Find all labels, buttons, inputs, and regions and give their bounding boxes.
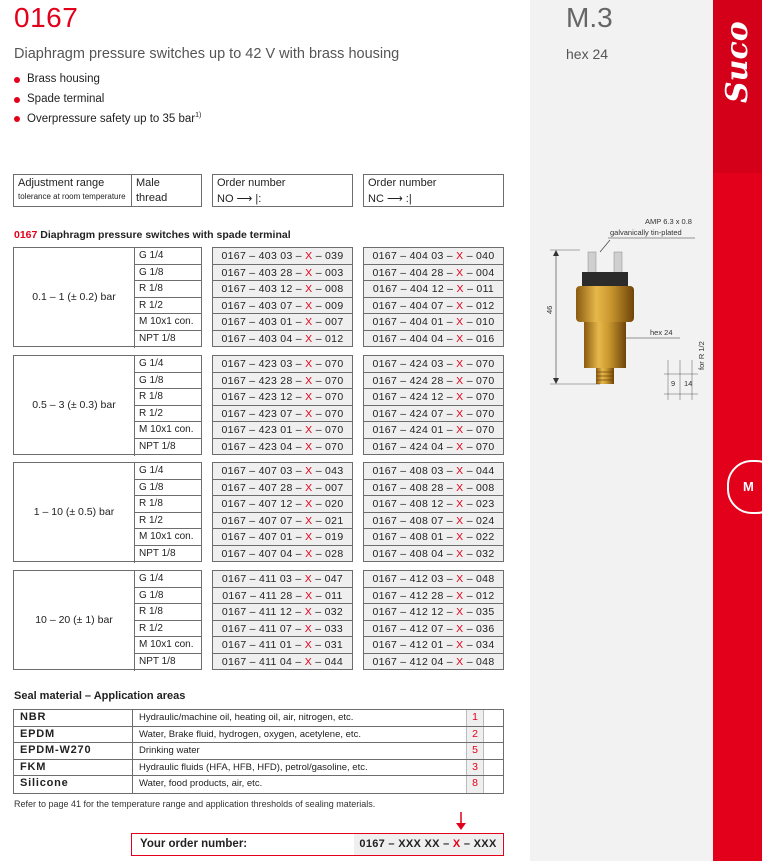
order-number-nc <box>363 587 504 604</box>
adjustment-range: 0.5 – 3 (± 0.3) bar <box>32 398 116 411</box>
order-part: – 019 <box>315 531 344 544</box>
order-x: X <box>456 622 464 635</box>
order-label: Your order number: <box>140 838 248 850</box>
order-number-nc <box>363 603 504 620</box>
order-part: 0167 – 407 04 – <box>221 548 302 560</box>
order-part: – 070 <box>315 441 344 453</box>
order-part: 0167 – 407 07 – <box>221 514 302 527</box>
order-part: 0167 – 403 07 – <box>221 299 302 312</box>
order-number-nc <box>363 247 504 264</box>
range-group <box>13 570 202 670</box>
order-number-nc <box>363 479 504 496</box>
order-part: 0167 – 424 07 – <box>372 407 453 420</box>
thread-cell: R 1/2 <box>134 298 202 315</box>
order-part: – 010 <box>466 316 495 329</box>
order-number-no <box>212 528 353 545</box>
order-part: – 070 <box>466 407 495 420</box>
order-part: – 070 <box>466 441 495 453</box>
order-part: – 070 <box>466 374 495 387</box>
order-part: – 011 <box>467 283 495 296</box>
order-part: – 070 <box>315 407 344 420</box>
order-part: 0167 – 423 03 – <box>221 358 302 370</box>
right-panel <box>530 0 713 861</box>
feature-item <box>14 93 201 113</box>
order-x: X <box>456 250 464 262</box>
order-code-part: – XXX <box>463 838 497 850</box>
thread-cell: R 1/2 <box>134 406 202 423</box>
order-part: 0167 – 424 12 – <box>372 391 453 404</box>
order-number-nc <box>363 297 504 314</box>
order-part: 0167 – 403 01 – <box>221 316 302 329</box>
thread-cell: G 1/8 <box>134 265 202 282</box>
order-x: X <box>456 481 464 494</box>
order-x: X <box>456 606 464 619</box>
catalog-code: M.3 <box>566 2 613 33</box>
header-label: NO ⟶ |: <box>217 193 262 205</box>
header-label: thread <box>136 192 168 204</box>
seal-code: 3 <box>466 760 484 776</box>
order-part: – 044 <box>315 656 344 668</box>
dimension-b: 14 <box>684 379 693 388</box>
your-order-number <box>131 833 504 856</box>
order-part: – 044 <box>466 465 495 477</box>
order-part: – 070 <box>315 391 344 404</box>
seal-code: 5 <box>466 743 484 759</box>
order-part: – 004 <box>466 266 495 279</box>
order-x: X <box>305 391 313 404</box>
thread-cell: R 1/2 <box>134 621 202 638</box>
order-part: 0167 – 423 28 – <box>221 374 302 387</box>
thread-cell: M 10x1 con. <box>134 422 202 439</box>
order-x: X <box>456 465 464 477</box>
seal-title: Seal material – Application areas <box>14 690 186 702</box>
order-part: – 033 <box>315 622 344 635</box>
order-number-no <box>212 603 353 620</box>
order-x: X <box>305 266 313 279</box>
order-number-no <box>212 372 353 389</box>
seal-name: EPDM-W270 <box>20 744 92 757</box>
order-x: X <box>305 316 313 329</box>
order-part: – 070 <box>315 424 344 437</box>
order-part: – 009 <box>315 299 344 312</box>
order-x: X <box>305 333 313 345</box>
order-number-no <box>212 388 353 405</box>
order-number-no <box>212 570 353 587</box>
thread-cell: M 10x1 con. <box>134 529 202 546</box>
order-x: X <box>456 573 464 585</box>
order-number-no <box>212 545 353 562</box>
order-part: 0167 – 404 07 – <box>372 299 453 312</box>
order-part: – 070 <box>466 358 495 370</box>
order-x: X <box>456 299 464 312</box>
order-number-no <box>212 355 353 372</box>
thread-cell: G 1/8 <box>134 373 202 390</box>
thread-cell: G 1/4 <box>134 356 202 373</box>
order-x: X <box>305 250 313 262</box>
header-label: NC ⟶ :| <box>368 193 412 205</box>
thread-cell: NPT 1/8 <box>134 331 202 348</box>
order-x: X <box>305 441 313 453</box>
order-part: – 012 <box>466 299 495 312</box>
order-part: – 016 <box>466 333 495 345</box>
seal-row <box>14 760 503 777</box>
order-part: – 011 <box>315 589 343 602</box>
order-part: – 020 <box>315 498 344 511</box>
amp-label: AMP 6.3 x 0.8 <box>645 217 692 226</box>
thread-cell: G 1/4 <box>134 248 202 265</box>
order-part: 0167 – 407 03 – <box>221 465 302 477</box>
order-part: 0167 – 423 12 – <box>221 391 302 404</box>
seal-name: NBR <box>20 711 47 723</box>
seal-code: 8 <box>466 776 484 793</box>
order-number-no <box>212 264 353 281</box>
header-adjustment-range <box>13 174 132 207</box>
order-number-nc <box>363 313 504 330</box>
thread-cell: G 1/8 <box>134 588 202 605</box>
thread-cell: R 1/8 <box>134 604 202 621</box>
order-x: X <box>456 391 464 404</box>
thread-cell: G 1/4 <box>134 463 202 480</box>
order-part: 0167 – 411 04 – <box>221 656 302 668</box>
order-x: X <box>305 481 313 494</box>
order-part: – 008 <box>315 283 344 296</box>
header-label: Adjustment range <box>18 177 105 189</box>
order-part: – 003 <box>315 266 344 279</box>
order-part: 0167 – 423 04 – <box>221 441 302 453</box>
order-x: X <box>304 573 313 585</box>
order-part: 0167 – 408 07 – <box>372 514 453 527</box>
seal-name: EPDM <box>20 727 55 740</box>
seal-desc: Hydraulic/machine oil, heating oil, air, nitrogen, etc. <box>132 710 458 726</box>
order-number-nc <box>363 264 504 281</box>
order-x: X <box>304 606 313 619</box>
adjustment-range: 1 – 10 (± 0.5) bar <box>33 505 115 518</box>
order-part: 0167 – 408 01 – <box>372 531 453 544</box>
order-part: 0167 – 408 04 – <box>372 548 453 560</box>
order-x: X <box>456 266 464 279</box>
section-text: Diaphragm pressure switches with spade terminal <box>40 229 291 241</box>
seal-name: Silicone <box>20 777 69 790</box>
seal-name: FKM <box>20 760 47 773</box>
header-order-nc <box>363 174 504 207</box>
plating-label: galvanically tin-plated <box>610 228 682 237</box>
order-part: 0167 – 408 03 – <box>372 465 453 477</box>
order-number-nc <box>363 462 504 479</box>
order-number-no <box>212 653 353 670</box>
pressure-switch-image <box>576 252 634 384</box>
adjustment-range: 0.1 – 1 (± 0.2) bar <box>32 290 116 303</box>
seal-row <box>14 743 503 760</box>
dimension-a: 9 <box>671 379 676 388</box>
order-part: – 007 <box>315 316 344 329</box>
seal-desc: Water, Brake fluid, hydrogen, oxygen, acetylene, etc. <box>132 727 458 743</box>
thread-cell: R 1/8 <box>134 281 202 298</box>
feature-list <box>14 73 201 132</box>
order-part: 0167 – 407 12 – <box>221 498 302 511</box>
order-part: 0167 – 411 03 – <box>221 573 302 585</box>
header-label: Order number <box>217 177 286 189</box>
order-x: X <box>456 498 464 511</box>
seal-note: Refer to page 41 for the temperature range and application thresholds of sealing materials. <box>14 799 376 809</box>
section-prefix: 0167 <box>14 229 38 241</box>
order-part: 0167 – 424 01 – <box>372 424 453 437</box>
order-part: 0167 – 404 04 – <box>372 333 453 345</box>
product-diagram <box>540 210 715 410</box>
order-number-no <box>212 620 353 637</box>
order-number-nc <box>363 495 504 512</box>
order-number-nc <box>363 653 504 670</box>
order-number-nc <box>363 438 504 455</box>
order-code <box>354 834 502 855</box>
section-tab-m[interactable]: M <box>727 460 762 514</box>
order-part: – 035 <box>466 606 495 619</box>
order-x: X <box>304 622 313 635</box>
order-number-nc <box>363 528 504 545</box>
order-part: – 032 <box>466 548 495 560</box>
order-x: X <box>305 531 313 544</box>
order-part: 0167 – 407 28 – <box>221 481 302 494</box>
order-part: 0167 – 404 12 – <box>372 283 454 296</box>
order-part: – 012 <box>315 333 344 345</box>
order-x: X <box>456 358 464 370</box>
order-part: 0167 – 411 28 – <box>222 589 302 602</box>
hex-size: hex 24 <box>566 46 609 62</box>
order-part: 0167 – 403 28 – <box>221 266 302 279</box>
order-x: X <box>304 656 313 668</box>
order-x: X <box>305 498 313 511</box>
order-number-nc <box>363 372 504 389</box>
order-x: X <box>456 589 464 602</box>
order-number-nc <box>363 355 504 372</box>
thread-cell: M 10x1 con. <box>134 314 202 331</box>
thread-cell: G 1/4 <box>134 571 202 588</box>
order-part: 0167 – 424 04 – <box>372 441 453 453</box>
seal-desc: Drinking water <box>132 743 458 759</box>
order-number-no <box>212 438 353 455</box>
product-subtitle: Diaphragm pressure switches up to 42 V with brass housing <box>14 46 400 62</box>
seal-row <box>14 776 503 793</box>
order-number-nc <box>363 636 504 653</box>
order-number-nc <box>363 405 504 422</box>
product-number: 0167 <box>14 2 79 33</box>
order-part: – 040 <box>466 250 495 262</box>
height-dimension: 46 <box>545 305 554 314</box>
order-part: 0167 – 407 01 – <box>221 531 302 544</box>
order-number-nc <box>363 280 504 297</box>
thread-cell: NPT 1/8 <box>134 439 202 456</box>
order-x: X <box>456 531 464 544</box>
section-title <box>14 229 291 241</box>
order-number-nc <box>363 545 504 562</box>
order-x: X <box>456 548 464 560</box>
order-part: 0167 – 403 12 – <box>221 283 302 296</box>
order-number-no <box>212 421 353 438</box>
order-part: 0167 – 412 04 – <box>372 656 453 668</box>
order-part: 0167 – 404 01 – <box>372 316 453 329</box>
thread-cell: NPT 1/8 <box>134 654 202 671</box>
order-part: 0167 – 408 28 – <box>372 481 453 494</box>
order-x: X <box>456 656 464 668</box>
order-x: X <box>305 465 313 477</box>
header-male-thread <box>131 174 202 207</box>
order-part: – 043 <box>315 465 344 477</box>
order-number-no <box>212 313 353 330</box>
order-x: X <box>456 316 464 329</box>
order-part: – 047 <box>315 573 344 585</box>
thread-cell: NPT 1/8 <box>134 546 202 563</box>
header-label: Order number <box>368 177 437 189</box>
order-x: X <box>456 639 464 652</box>
feature-text: Overpressure safety up to 35 bar <box>27 112 196 125</box>
header-note: tolerance at room temperature <box>18 192 126 201</box>
order-part: 0167 – 403 03 – <box>221 250 302 262</box>
thread-cell: R 1/8 <box>134 496 202 513</box>
order-number-nc <box>363 620 504 637</box>
order-part: – 007 <box>315 481 344 494</box>
order-part: 0167 – 412 28 – <box>372 589 453 602</box>
order-x: X <box>456 424 464 437</box>
adjustment-range: 10 – 20 (± 1) bar <box>35 613 113 626</box>
order-part: – 070 <box>315 374 344 387</box>
order-code-x: X <box>452 838 461 850</box>
seal-code: 1 <box>466 710 484 726</box>
order-part: 0167 – 404 03 – <box>372 250 453 262</box>
order-part: – 048 <box>466 656 495 668</box>
order-part: 0167 – 404 28 – <box>372 266 453 279</box>
order-number-no <box>212 495 353 512</box>
order-part: – 012 <box>466 589 495 602</box>
order-part: – 024 <box>466 514 495 527</box>
order-part: 0167 – 424 28 – <box>372 374 453 387</box>
order-x: X <box>456 333 464 345</box>
hex-label: hex 24 <box>650 328 673 337</box>
order-number-no <box>212 462 353 479</box>
header-order-no <box>212 174 353 207</box>
order-part: – 022 <box>466 531 495 544</box>
order-number-no <box>212 587 353 604</box>
range-group <box>13 355 202 455</box>
thread-label: for R 1/2 <box>697 341 706 370</box>
seal-desc: Hydraulic fluids (HFA, HFB, HFD), petrol/gasoline, etc. <box>132 760 458 776</box>
order-part: – 021 <box>315 514 344 527</box>
range-group <box>13 462 202 562</box>
order-part: – 028 <box>315 548 344 560</box>
seal-row <box>14 727 503 744</box>
order-part: 0167 – 411 07 – <box>221 622 302 635</box>
seal-row <box>14 710 503 727</box>
order-x: X <box>456 441 464 453</box>
range-group <box>13 247 202 347</box>
order-part: – 032 <box>315 606 344 619</box>
order-part: 0167 – 412 01 – <box>372 639 453 652</box>
order-number-nc <box>363 512 504 529</box>
order-number-nc <box>363 388 504 405</box>
order-part: – 070 <box>466 391 495 404</box>
feature-item <box>14 73 201 93</box>
order-part: 0167 – 412 12 – <box>372 606 453 619</box>
order-part: 0167 – 411 01 – <box>221 639 302 652</box>
order-part: – 036 <box>466 622 495 635</box>
order-number-no <box>212 297 353 314</box>
order-number-nc <box>363 421 504 438</box>
order-number-no <box>212 247 353 264</box>
order-part: 0167 – 423 07 – <box>221 407 302 420</box>
header-label: Male <box>136 177 160 189</box>
seal-desc: Water, food products, air, etc. <box>132 776 458 793</box>
feature-item <box>14 112 201 132</box>
order-part: – 034 <box>466 639 495 652</box>
suco-logo: Suco <box>720 21 755 103</box>
order-x: X <box>456 407 464 420</box>
order-x: X <box>305 548 313 560</box>
order-part: – 070 <box>466 424 495 437</box>
seal-code: 2 <box>466 727 484 743</box>
thread-cell: R 1/2 <box>134 513 202 530</box>
order-x: X <box>305 589 313 602</box>
order-number-nc <box>363 570 504 587</box>
thread-cell: G 1/8 <box>134 480 202 497</box>
order-x: X <box>456 374 464 387</box>
footnote-mark: 1) <box>195 112 202 119</box>
order-part: – 023 <box>466 498 495 511</box>
order-number-nc <box>363 330 504 347</box>
order-part: – 048 <box>466 573 495 585</box>
order-x: X <box>305 374 313 387</box>
order-x: X <box>305 283 313 296</box>
order-code-part: 0167 – XXX XX – <box>359 838 450 850</box>
order-part: 0167 – 408 12 – <box>372 498 453 511</box>
arrow-down-icon <box>456 812 466 830</box>
thread-cell: M 10x1 con. <box>134 637 202 654</box>
order-number-no <box>212 479 353 496</box>
order-x: X <box>456 514 464 527</box>
order-number-no <box>212 405 353 422</box>
order-part: 0167 – 424 03 – <box>372 358 453 370</box>
order-x: X <box>456 283 464 296</box>
order-number-no <box>212 636 353 653</box>
order-x: X <box>305 514 313 527</box>
order-part: 0167 – 411 12 – <box>221 606 302 619</box>
order-part: 0167 – 412 07 – <box>372 622 453 635</box>
order-part: 0167 – 403 04 – <box>221 333 302 345</box>
order-number-no <box>212 330 353 347</box>
order-part: – 039 <box>315 250 344 262</box>
order-part: – 070 <box>315 358 344 370</box>
order-x: X <box>304 639 313 652</box>
order-number-no <box>212 280 353 297</box>
seal-table <box>13 709 504 794</box>
order-x: X <box>305 407 313 420</box>
order-x: X <box>305 299 313 312</box>
order-part: 0167 – 412 03 – <box>372 573 453 585</box>
order-x: X <box>305 358 313 370</box>
feature-text: Spade terminal <box>27 92 105 105</box>
feature-text: Brass housing <box>27 73 100 85</box>
order-part: 0167 – 423 01 – <box>221 424 302 437</box>
order-number-no <box>212 512 353 529</box>
thread-cell: R 1/8 <box>134 389 202 406</box>
order-part: – 031 <box>315 639 344 652</box>
order-x: X <box>305 424 313 437</box>
order-part: – 008 <box>466 481 495 494</box>
